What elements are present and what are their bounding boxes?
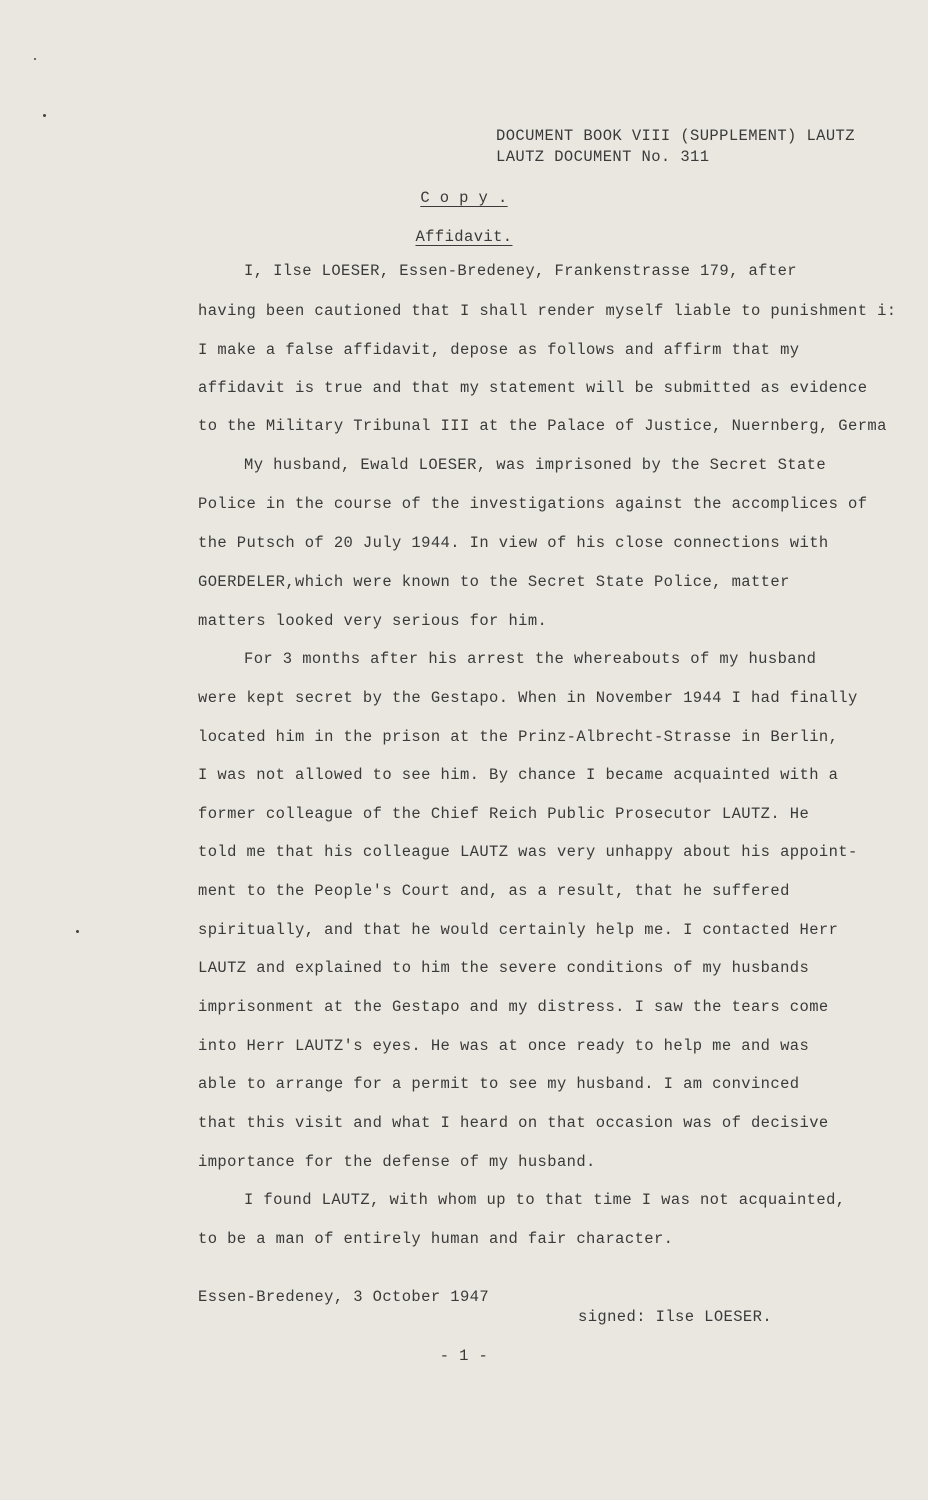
body-line: affidavit is true and that my statement will be submitted as evidence <box>198 379 868 397</box>
page-number: - 1 - <box>439 1347 489 1365</box>
body-line: imprisonment at the Gestapo and my distress. I saw the tears come <box>198 998 829 1016</box>
paper-speck <box>43 114 46 117</box>
body-line: Police in the course of the investigations against the accomplices of <box>198 495 868 513</box>
body-line: I found LAUTZ, with whom up to that time I was not acquainted, <box>244 1191 846 1209</box>
document-title: Affidavit. <box>415 228 513 246</box>
body-line: into Herr LAUTZ's eyes. He was at once ready to help me and was <box>198 1037 810 1055</box>
body-line: that this visit and what I heard on that occasion was of decisive <box>198 1114 829 1132</box>
body-line: to be a man of entirely human and fair character. <box>198 1230 674 1248</box>
body-line: told me that his colleague LAUTZ was very unhappy about his appoint- <box>198 843 858 861</box>
body-line: GOERDELER,which were known to the Secret State Police, matter <box>198 573 790 591</box>
body-line: to the Military Tribunal III at the Palace of Justice, Nuernberg, Germa <box>198 417 887 435</box>
place-and-date: Essen-Bredeney, 3 October 1947 <box>198 1288 490 1306</box>
body-line: I was not allowed to see him. By chance I became acquainted with a <box>198 766 839 784</box>
paper-speck <box>34 58 36 60</box>
document-book-header: DOCUMENT BOOK VIII (SUPPLEMENT) LAUTZ <box>496 127 855 145</box>
body-line: matters looked very serious for him. <box>198 612 548 630</box>
body-line: LAUTZ and explained to him the severe conditions of my husbands <box>198 959 810 977</box>
body-line: the Putsch of 20 July 1944. In view of his close connections with <box>198 534 829 552</box>
body-line: I, Ilse LOESER, Essen-Bredeney, Frankenstrasse 179, after <box>244 262 797 280</box>
paper-speck <box>76 930 79 933</box>
copy-label: C o p y . <box>420 189 508 207</box>
body-line: For 3 months after his arrest the whereabouts of my husband <box>244 650 817 668</box>
body-line: located him in the prison at the Prinz-Albrecht-Strasse in Berlin, <box>198 728 839 746</box>
body-line: My husband, Ewald LOESER, was imprisoned by the Secret State <box>244 456 827 474</box>
body-line: having been cautioned that I shall render myself liable to punishment i: <box>198 302 897 320</box>
signature-line: signed: Ilse LOESER. <box>578 1308 773 1326</box>
body-line: able to arrange for a permit to see my husband. I am convinced <box>198 1075 800 1093</box>
body-line: ment to the People's Court and, as a result, that he suffered <box>198 882 790 900</box>
body-line: I make a false affidavit, depose as follows and affirm that my <box>198 341 800 359</box>
body-line: former colleague of the Chief Reich Public Prosecutor LAUTZ. He <box>198 805 810 823</box>
body-line: were kept secret by the Gestapo. When in November 1944 I had finally <box>198 689 858 707</box>
document-number: LAUTZ DOCUMENT No. 311 <box>496 148 710 166</box>
body-line: importance for the defense of my husband. <box>198 1153 596 1171</box>
body-line: spiritually, and that he would certainly help me. I contacted Herr <box>198 921 839 939</box>
